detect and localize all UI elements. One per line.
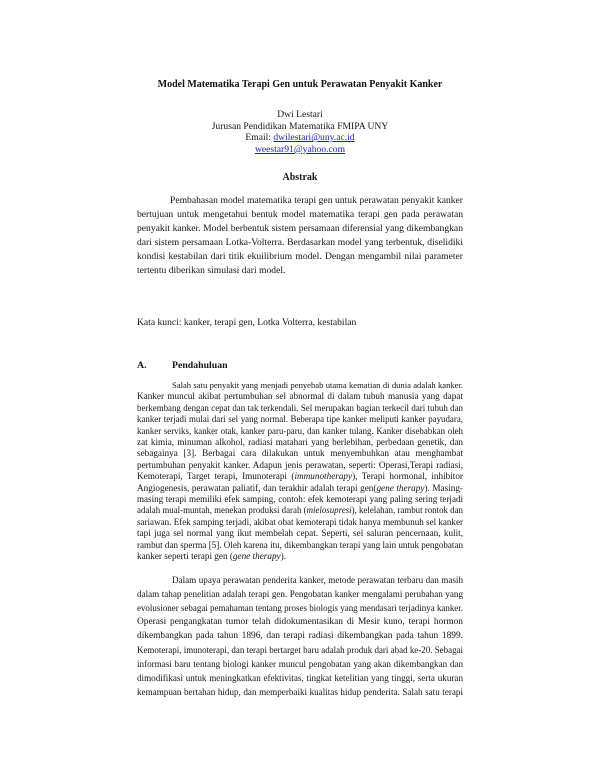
paper-title: Model Matematika Terapi Gen untuk Perawatan Penyakit Kanker <box>157 79 443 90</box>
text-segment: dari sistem persamaan Lotka-Volterra. Berdasarkan model yang terbentuk, diselidiki <box>137 237 463 248</box>
text-line <box>137 380 463 391</box>
email-link-primary[interactable]: dwilestari@uny.ac.id <box>273 132 355 144</box>
text-line <box>137 629 463 643</box>
text-segment: informasi baru tentang biologi kanker muncul pengobatan yang akan dikembangkan dan <box>137 659 463 669</box>
italic-term: immunotherapy <box>294 471 353 482</box>
section-heading <box>137 360 463 372</box>
text-segment: pertumbuhan penyakit kanker. Adapun jenis perawatan, seperti: Operasi,Terapi radiasi, <box>137 459 463 470</box>
author-block <box>0 109 600 155</box>
text-line <box>137 587 463 601</box>
text-line <box>137 540 463 551</box>
text-segment: masing terapi memiliki efek samping, contoh: efek kemoterapi yang paling sering terjadi <box>137 494 463 505</box>
text-segment: Operasi pengangkatan tumor telah didokumentasikan di Mesir kuno, terapi hormon <box>137 617 463 627</box>
abstract-body <box>137 194 463 278</box>
text-line <box>137 517 463 528</box>
italic-term: mielosupresi <box>306 505 352 516</box>
section-number: A. <box>137 360 147 371</box>
author-name: Dwi Lestari <box>277 109 323 120</box>
intro-paragraph-1 <box>137 380 463 563</box>
email-label: Email: <box>245 132 274 144</box>
text-segment: kondisi kestabilan dari titik ekuilibrium model. Dengan mengambil nilai parameter <box>137 251 463 262</box>
italic-term: gene therapy <box>232 551 281 562</box>
text-segment: zat kimia, minuman alkohol, radiasi matahari yang berlebihan, perbedaan genetik, dan <box>137 437 463 448</box>
text-line <box>137 391 463 402</box>
text-segment: kemampuan bertahan hidup, dan memperbaiki kualitas hidup penderita. Salah satu terapi <box>137 687 463 697</box>
text-line <box>137 671 463 685</box>
text-segment: Dalam upaya perawatan penderita kanker, metode perawatan terbaru dan masih <box>172 575 463 585</box>
text-line <box>137 250 463 264</box>
text-line <box>137 494 463 505</box>
text-segment: Angiogenesis, perawatan paliatif, dan terakhir adalah terapi gen( <box>137 482 377 493</box>
text-line <box>137 505 463 516</box>
text-segment: rambut dan sperma [5]. Oleh karena itu, dikembangkan terapi yang lain untuk pengobatan <box>137 539 463 550</box>
text-segment: dikembangkan pada tahun 1896, dan terapi radiasi dikembangkan pada tahun 1899. <box>137 631 463 641</box>
text-segment: Kanker muncul akibat pertumbuhan sel abnormal di dalam tubuh manusia yang dapat <box>137 391 463 402</box>
text-segment: Salah satu penyakit yang menjadi penyebab utama kematian di dunia adalah kanker. <box>172 380 463 390</box>
text-line <box>137 403 463 414</box>
text-line <box>137 483 463 494</box>
keywords: Kata kunci: kanker, terapi gen, Lotka Volterra, kestabilan <box>137 317 357 328</box>
intro-paragraph-2 <box>137 573 463 699</box>
text-line <box>137 528 463 539</box>
text-segment: Kemoterapi, Target terapi, Imunoterapi ( <box>137 471 295 482</box>
text-line <box>137 551 463 562</box>
text-line <box>137 208 463 222</box>
text-segment: adalah mual-muntah, menekan produksi darah ( <box>137 505 307 516</box>
text-line <box>137 222 463 236</box>
text-segment: kanker terjadi mulai dari sel yang normal. Beberapa tipe kanker meliputi kanker payudara, <box>137 414 463 425</box>
text-segment: Kemoterapi, imunoterapi, dan terapi bertarget baru adalah produk dari abad ke-20. Sebagai <box>137 645 463 655</box>
text-segment: ). <box>280 551 286 562</box>
author-affiliation: Jurusan Pendidikan Matematika FMIPA UNY <box>211 120 389 132</box>
text-segment: Pembahasan model matematika terapi gen untuk perawatan penyakit kanker <box>170 195 463 206</box>
text-line <box>137 643 463 657</box>
author-email-line <box>0 132 600 144</box>
text-line <box>137 264 463 278</box>
text-segment: penyakit kanker. Model berbentuk sistem persamaan diferensial yang dikembangkan <box>137 223 463 234</box>
text-segment: ), kelelahan, rambut rontok dan <box>351 505 463 516</box>
text-segment: kanker serviks, kanker otak, kanker paru-paru, dan kanker tulang. Kanker disebabkan oleh <box>137 425 463 436</box>
text-segment: kanker seperti terapi gen ( <box>137 551 233 562</box>
text-segment: dimodifikasi untuk meningkatkan efektivitas, tingkat ketelitian yang tinggi, serta ukuran <box>137 673 463 683</box>
text-line <box>137 615 463 629</box>
abstract-heading: Abstrak <box>282 172 318 183</box>
text-segment: dalam tahap penelitian adalah terapi gen. Pengobatan kanker mengalami perubahan yang <box>137 589 463 599</box>
text-segment: tertentu diberikan simulasi dari model. <box>137 265 286 276</box>
text-segment: bertujuan untuk mengetahui bentuk model matematika terapi gen pada perawatan <box>137 209 463 220</box>
text-segment: berkembang dengan cepat dan tak terkendali. Sel merupakan bagian terkecil dari tubuh dan <box>137 402 463 413</box>
text-segment: tapi juga sel normal yang ikut membelah cepat. Seperti, sel saluran pencernaan, kulit, <box>137 528 463 539</box>
text-line <box>137 573 463 587</box>
text-segment: evolusioner sebagai pemahaman tentang proses biologis yang mendasari terjadinya kanker. <box>137 603 463 613</box>
text-line <box>137 414 463 425</box>
text-line <box>137 685 463 699</box>
author-email-line-secondary <box>0 144 600 156</box>
text-segment: sebagainya [3]. Berbagai cara dilakukan untuk menyembuhkan atau menghambat <box>137 448 463 459</box>
text-line <box>137 657 463 671</box>
text-line <box>137 236 463 250</box>
text-line <box>137 448 463 459</box>
text-segment: ), Terapi hormonal, inhibitor <box>352 471 463 482</box>
italic-term: gene therapy <box>376 482 425 493</box>
email-link-secondary[interactable]: weestar91@yahoo.com <box>254 143 346 155</box>
text-line <box>137 437 463 448</box>
text-line <box>137 426 463 437</box>
section-title: Pendahuluan <box>172 360 228 371</box>
text-line <box>137 460 463 471</box>
text-line <box>137 471 463 482</box>
text-line <box>137 194 463 208</box>
text-segment: sariawan. Efek samping terjadi, akibat obat kemoterapi tidak hanya membunuh sel kanker <box>137 516 463 527</box>
text-segment: ). Masing- <box>424 482 463 493</box>
text-line <box>137 601 463 615</box>
